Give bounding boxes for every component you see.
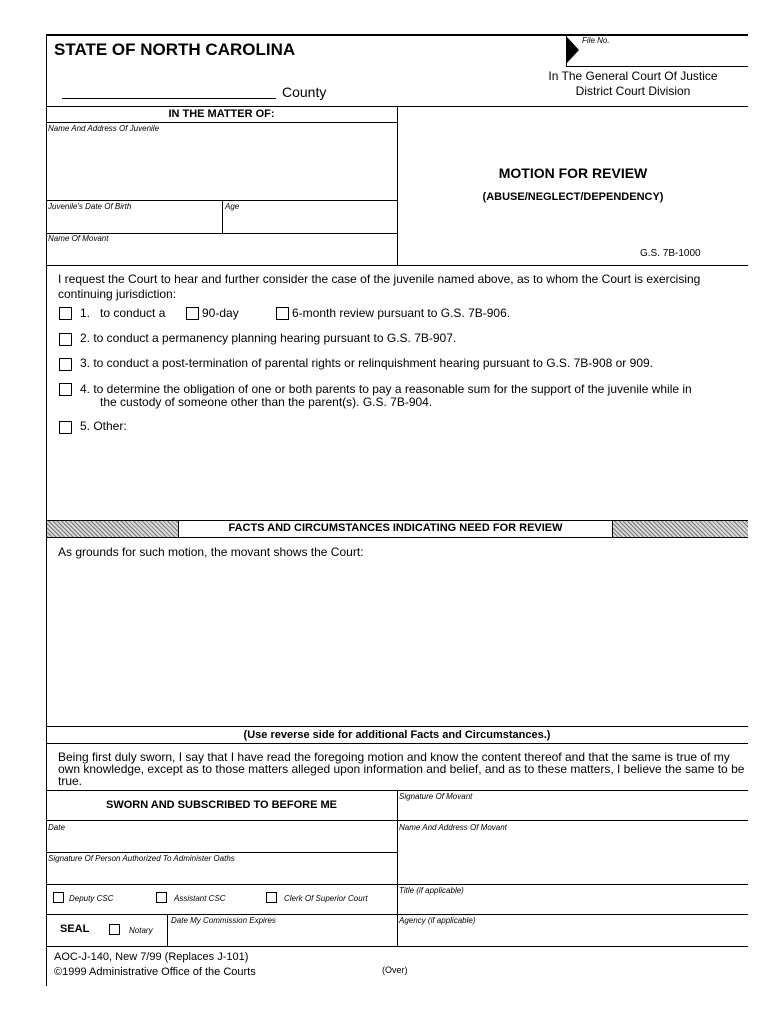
facts-hatch-left [47, 521, 178, 537]
item2-checkbox[interactable] [59, 333, 72, 346]
request-intro-line1: I request the Court to hear and further consider the case of the juvenile named above, as to whom the Court is exercising [58, 272, 701, 286]
clerk-superior-label: Clerk Of Superior Court [284, 894, 368, 903]
court-name: In The General Court Of Justice [548, 69, 718, 83]
date-label: Date [48, 823, 65, 832]
copyright: ©1999 Administrative Office of the Courts [54, 966, 256, 978]
seal-top-line [46, 914, 748, 915]
top-border [46, 34, 748, 36]
statute-reference: G.S. 7B-1000 [640, 248, 701, 259]
item1-text: to conduct a [100, 306, 166, 320]
six-month-checkbox[interactable] [276, 307, 289, 320]
deputy-csc-label: Deputy CSC [69, 894, 114, 903]
facts-heading: FACTS AND CIRCUMSTANCES INDICATING NEED FOR REVIEW [228, 522, 563, 534]
item3-checkbox[interactable] [59, 358, 72, 371]
csc-top-line [46, 884, 748, 885]
item5-text: 5. Other: [80, 419, 127, 433]
sworn-heading: SWORN AND SUBSCRIBED TO BEFORE ME [105, 799, 337, 811]
item5-checkbox[interactable] [59, 421, 72, 434]
county-label: County [282, 84, 327, 100]
assistant-csc-checkbox[interactable] [156, 892, 167, 903]
title-field[interactable] [398, 896, 748, 913]
item4-text-line1: 4. to determine the obligation of one or both parents to pay a reasonable sum for the support of the juvenile while in [80, 382, 692, 396]
oath-line3: true. [58, 774, 83, 788]
notary-checkbox[interactable] [109, 924, 120, 935]
file-no-arrow-icon [567, 37, 579, 63]
item3-text: 3. to conduct a post-termination of parental rights or relinquishment hearing pursuant to G.S. 7B-908 or 909. [80, 356, 653, 370]
assistant-csc-label: Assistant CSC [174, 894, 226, 903]
sig-movant-field[interactable] [398, 802, 748, 819]
clerk-superior-checkbox[interactable] [266, 892, 277, 903]
facts-grounds: As grounds for such motion, the movant shows the Court: [58, 545, 364, 559]
matter-heading: IN THE MATTER OF: [168, 108, 275, 120]
age-field[interactable] [223, 212, 396, 232]
matter-bottom-line [46, 265, 748, 266]
six-month-label: 6-month review pursuant to G.S. 7B-906. [292, 306, 511, 320]
item2-text: 2. to conduct a permanency planning hearing pursuant to G.S. 7B-907. [80, 331, 457, 345]
sworn-bottom-line [46, 820, 748, 821]
age-label: Age [225, 202, 240, 211]
notary-label: Notary [129, 926, 153, 935]
reverse-note-bottom [46, 743, 748, 744]
juvenile-name-field[interactable] [47, 134, 396, 200]
file-no-underline [566, 66, 748, 67]
sig-block-bottom [46, 946, 748, 947]
county-input-line[interactable] [62, 98, 276, 99]
item4-checkbox[interactable] [59, 383, 72, 396]
form-title: MOTION FOR REVIEW [498, 165, 648, 181]
facts-field[interactable] [58, 562, 738, 722]
authorized-label: Signature Of Person Authorized To Administer Oaths [48, 854, 235, 863]
item4-text-line2: the custody of someone other than the parent(s). G.S. 7B-904. [100, 395, 433, 409]
agency-field[interactable] [398, 926, 748, 945]
authorized-signature-field[interactable] [47, 864, 396, 883]
dob-field[interactable] [47, 212, 221, 232]
title-label: Title (if applicable) [399, 886, 464, 895]
sig-movant-label: Signature Of Movant [399, 792, 473, 801]
matter-heading-line [46, 122, 397, 123]
request-intro-line2: continuing jurisdiction: [58, 287, 177, 301]
form-subtitle: (ABUSE/NEGLECT/DEPENDENCY) [482, 191, 664, 203]
commission-label: Date My Commission Expires [171, 916, 276, 925]
seal-label: SEAL [60, 923, 90, 935]
facts-heading-bottom [46, 537, 748, 538]
ninety-day-checkbox[interactable] [186, 307, 199, 320]
facts-divider-right [612, 520, 613, 537]
movant-address-label: Name And Address Of Movant [399, 823, 507, 832]
other-field[interactable] [140, 418, 740, 514]
reverse-note-top [46, 726, 748, 727]
over-note: (Over) [382, 965, 408, 975]
form-number: AOC-J-140, New 7/99 (Replaces J-101) [54, 951, 249, 963]
state-title: STATE OF NORTH CAROLINA [54, 40, 296, 59]
ninety-day-label: 90-day [202, 306, 239, 320]
movant-field[interactable] [47, 244, 396, 265]
movant-address-field[interactable] [398, 833, 748, 883]
date-field[interactable] [47, 832, 396, 851]
movant-label: Name Of Movant [48, 234, 109, 243]
matter-right-divider [397, 106, 398, 266]
dob-label: Juvenile's Date Of Birth [48, 202, 132, 211]
authorized-top-line [46, 852, 397, 853]
juvenile-name-label: Name And Address Of Juvenile [48, 124, 160, 133]
file-no-divider [566, 36, 567, 67]
item1-checkbox[interactable] [59, 307, 72, 320]
agency-label: Agency (if applicable) [399, 916, 476, 925]
deputy-csc-checkbox[interactable] [53, 892, 64, 903]
reverse-note: (Use reverse side for additional Facts and Circumstances.) [243, 729, 551, 741]
item1-number: 1. [80, 306, 91, 320]
oath-line1: Being first duly sworn, I say that I have read the foregoing motion and know the content thereof and that the same is true of my [58, 750, 730, 764]
oath-line2: own knowledge, except as to those matters alleged upon information and belief, and as to these matters, I believe the same to be [58, 762, 745, 776]
commission-field[interactable] [168, 926, 396, 945]
facts-hatch-right [613, 521, 748, 537]
file-no-label: File No. [582, 36, 610, 45]
court-division: District Court Division [575, 84, 691, 98]
